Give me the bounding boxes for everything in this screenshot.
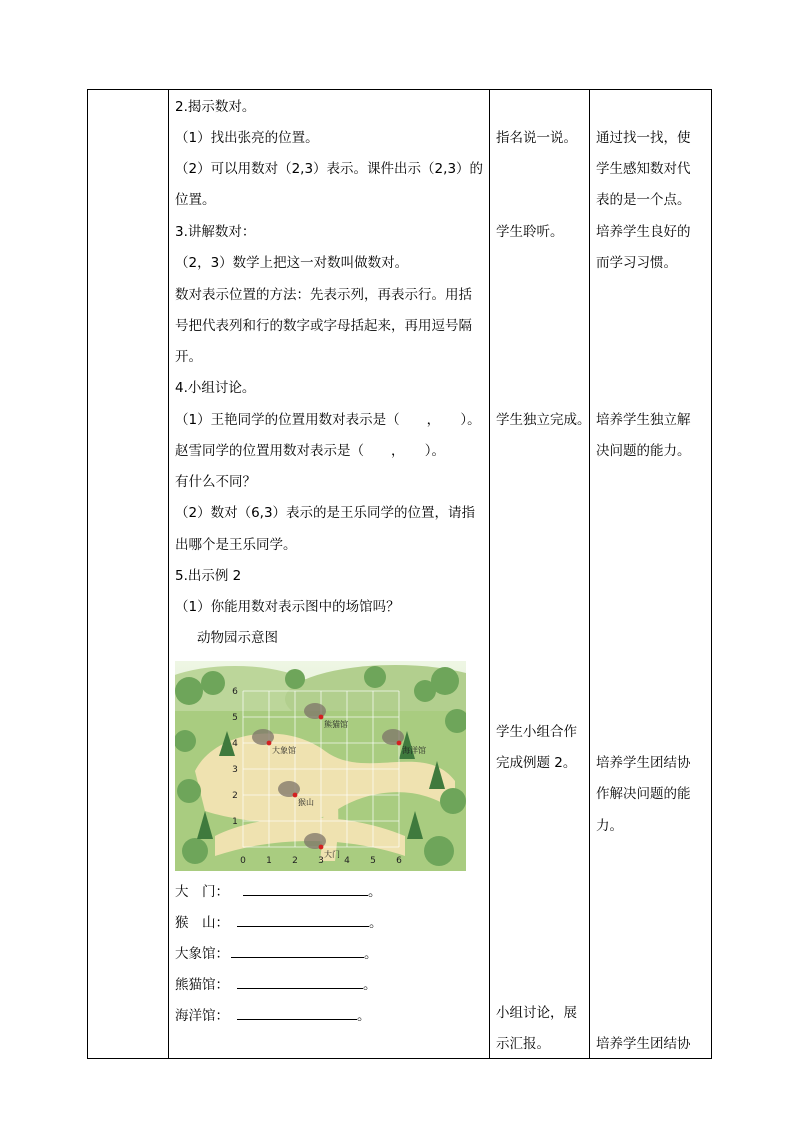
fill-blank-label: 海洋馆： bbox=[175, 1008, 229, 1024]
design-intent-1b: 学生感知数对代 bbox=[596, 161, 691, 177]
design-intent-1c: 表的是一个点。 bbox=[596, 192, 691, 208]
answer-blank-line[interactable] bbox=[243, 881, 368, 896]
design-intent-4c: 力。 bbox=[596, 818, 623, 834]
venue-label: 海洋馆 bbox=[402, 746, 426, 755]
design-intent-1a: 通过找一找，使 bbox=[596, 130, 691, 146]
fill-blank-period: 。 bbox=[368, 884, 382, 900]
fill-blank-period: 。 bbox=[357, 1008, 371, 1024]
fill-blank-label: 熊猫馆： bbox=[175, 977, 229, 993]
student-activity-5b: 示汇报。 bbox=[496, 1036, 550, 1052]
section-4-question-1b: 赵雪同学的位置用数对表示是（ ， ）。 bbox=[175, 443, 445, 459]
x-tick-label: 5 bbox=[370, 856, 376, 866]
y-tick-label: 1 bbox=[232, 817, 238, 827]
design-intent-2a: 培养学生良好的 bbox=[596, 224, 691, 240]
section-5-question-1: （1）你能用数对表示图中的场馆吗？ bbox=[175, 599, 400, 615]
fill-blank-row bbox=[175, 974, 377, 994]
section-3-line-4: 开。 bbox=[175, 349, 202, 365]
answer-blank-line[interactable] bbox=[237, 912, 369, 927]
answer-blank-line[interactable] bbox=[231, 943, 364, 958]
x-tick-label: 6 bbox=[396, 856, 402, 866]
venue-point bbox=[397, 741, 402, 746]
x-tick-label: 2 bbox=[292, 856, 298, 866]
y-tick-label: 4 bbox=[232, 739, 238, 749]
x-tick-label: 3 bbox=[318, 856, 324, 866]
fill-blank-period: 。 bbox=[364, 946, 378, 962]
section-2-question-2a: （2）可以用数对（2,3）表示。课件出示（2,3）的 bbox=[175, 161, 484, 177]
y-tick-label: 3 bbox=[232, 765, 238, 775]
student-activity-4b: 完成例题 2。 bbox=[496, 755, 577, 771]
section-2-title: 2.揭示数对。 bbox=[175, 99, 256, 115]
empty-column-cell bbox=[88, 90, 169, 1059]
section-4-title: 4.小组讨论。 bbox=[175, 380, 256, 396]
answer-blank-line[interactable] bbox=[237, 1005, 357, 1020]
design-intent-3a: 培养学生独立解 bbox=[596, 412, 691, 428]
design-intent-3b: 决问题的能力。 bbox=[596, 443, 691, 459]
student-activity-cell bbox=[490, 90, 590, 1059]
section-4-question-1a: （1）王艳同学的位置用数对表示是（ ， ）。 bbox=[175, 412, 481, 428]
section-4-question-2b: 出哪个是王乐同学。 bbox=[175, 537, 297, 553]
student-activity-2: 学生聆听。 bbox=[496, 224, 564, 240]
fill-blank-row bbox=[175, 912, 383, 932]
y-tick-label: 6 bbox=[232, 687, 238, 697]
venue-label: 大象馆 bbox=[272, 746, 296, 755]
venue-point bbox=[267, 741, 272, 746]
student-activity-3: 学生独立完成。 bbox=[496, 412, 591, 428]
section-3-line-1: （2，3）数学上把这一对数叫做数对。 bbox=[175, 255, 409, 271]
design-intent-2b: 而学习习惯。 bbox=[596, 255, 677, 271]
section-3-line-2: 数对表示位置的方法：先表示列，再表示行。用括 bbox=[175, 287, 472, 303]
section-2-question-2b: 位置。 bbox=[175, 192, 216, 208]
design-intent-5a: 培养学生团结协 bbox=[596, 1036, 691, 1052]
fill-blank-label: 大象馆： bbox=[175, 946, 229, 962]
fill-blank-label: 猴 山： bbox=[175, 915, 229, 931]
y-tick-label: 5 bbox=[232, 713, 238, 723]
answer-blank-line[interactable] bbox=[237, 974, 363, 989]
zoo-map-image bbox=[175, 661, 466, 871]
fill-blank-period: 。 bbox=[369, 915, 383, 931]
section-5-title: 5.出示例 2 bbox=[175, 568, 242, 584]
venue-point bbox=[319, 845, 324, 850]
student-activity-5a: 小组讨论，展 bbox=[496, 1005, 577, 1021]
lesson-plan-table bbox=[87, 89, 712, 1059]
section-2-question-1: （1）找出张亮的位置。 bbox=[175, 130, 319, 146]
fill-blank-row bbox=[175, 881, 382, 901]
design-intent-4a: 培养学生团结协 bbox=[596, 755, 691, 771]
section-3-line-3: 号把代表列和行的数字或字母括起来，再用逗号隔 bbox=[175, 318, 472, 334]
x-tick-label: 0 bbox=[240, 856, 246, 866]
section-4-question-1c: 有什么不同？ bbox=[175, 474, 256, 490]
fill-blank-row bbox=[175, 1005, 371, 1025]
venue-label: 熊猫馆 bbox=[324, 720, 348, 729]
venue-label: 大门 bbox=[324, 850, 340, 859]
fill-blank-label: 大 门： bbox=[175, 884, 229, 900]
section-4-question-2a: （2）数对（6,3）表示的是王乐同学的位置，请指 bbox=[175, 505, 476, 521]
venue-label: 猴山 bbox=[298, 798, 314, 807]
student-activity-4a: 学生小组合作 bbox=[496, 724, 577, 740]
design-intent-4b: 作解决问题的能 bbox=[596, 786, 691, 802]
venue-point bbox=[319, 715, 324, 720]
x-tick-label: 4 bbox=[344, 856, 350, 866]
venue-point bbox=[293, 793, 298, 798]
x-tick-label: 1 bbox=[266, 856, 272, 866]
design-intent-cell bbox=[590, 90, 712, 1059]
teaching-process-cell bbox=[169, 90, 490, 1059]
fill-blank-row bbox=[175, 943, 378, 963]
zoo-map-caption: 动物园示意图 bbox=[197, 630, 278, 646]
y-tick-label: 2 bbox=[232, 791, 238, 801]
fill-blank-period: 。 bbox=[363, 977, 377, 993]
student-activity-1: 指名说一说。 bbox=[496, 130, 577, 146]
section-3-title: 3.讲解数对： bbox=[175, 224, 256, 240]
